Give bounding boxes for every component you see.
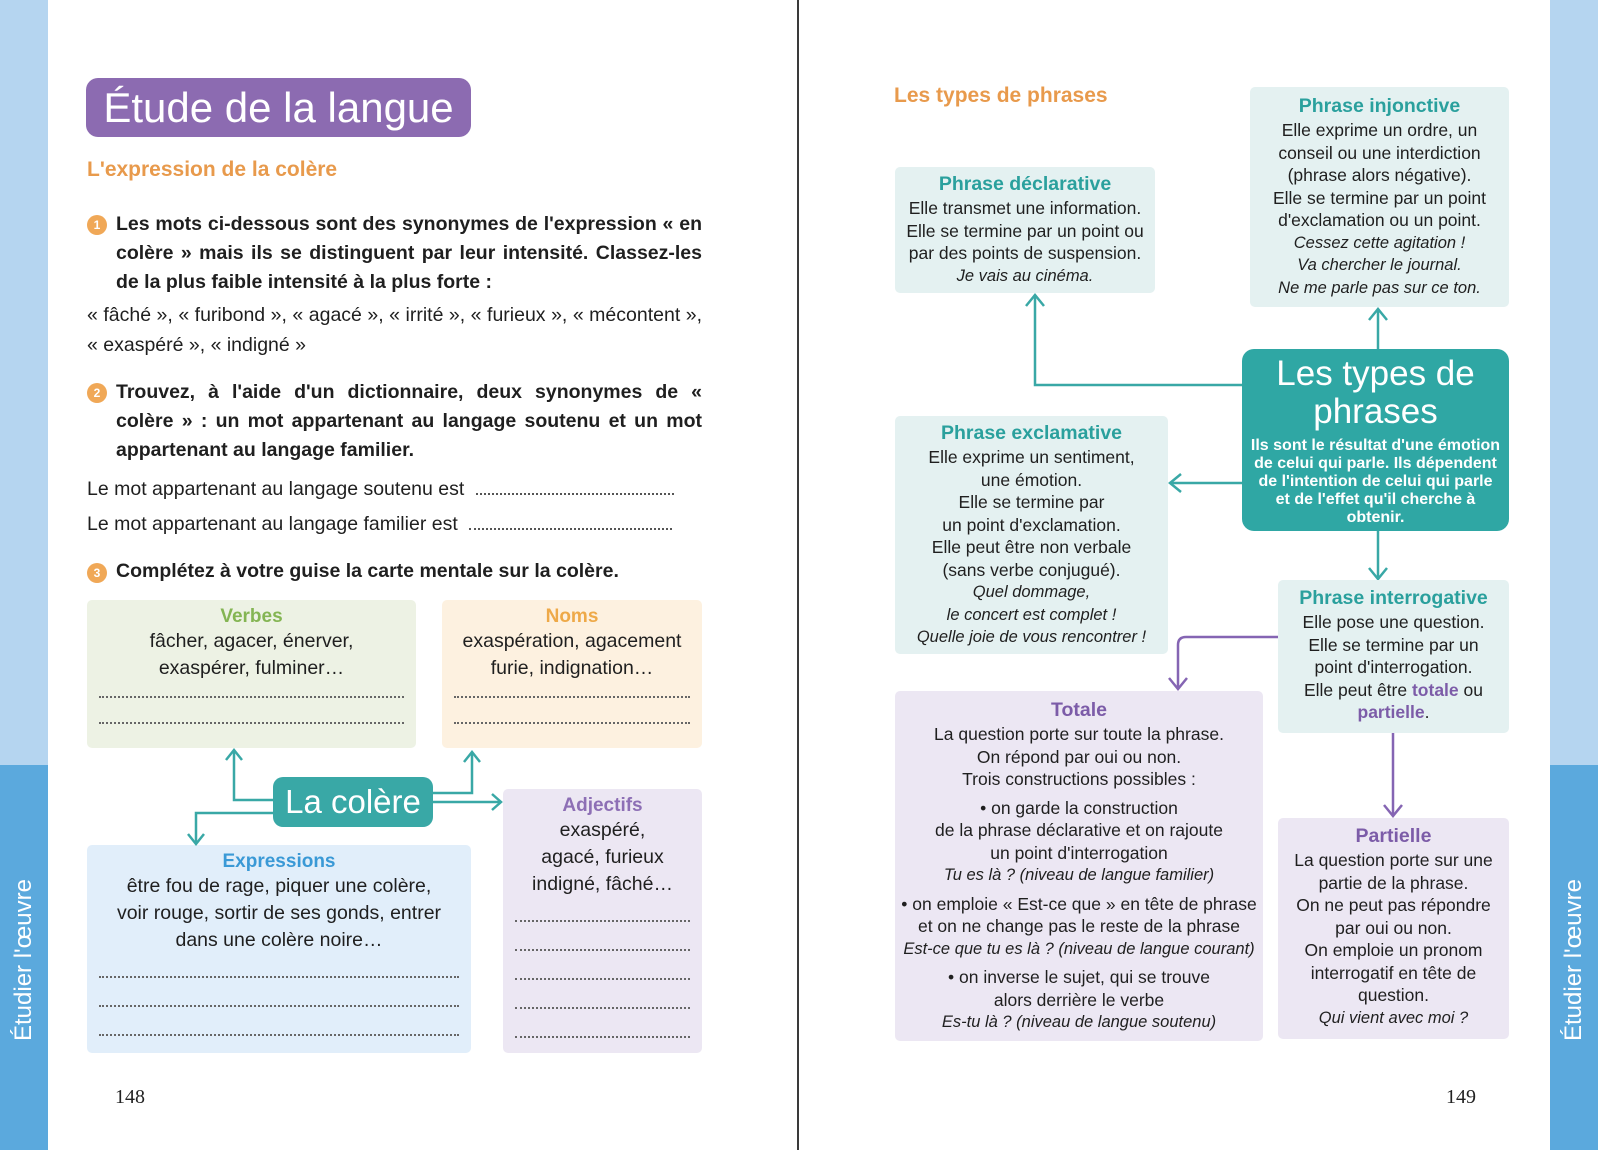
page-number-right: 149 [1446, 1086, 1476, 1108]
injonctive-example-1: Cessez cette agitation ! [1293, 233, 1466, 252]
exclamative-line-5: Elle peut être non verbale [931, 537, 1132, 557]
right-heading: Les types de phrases [894, 84, 1108, 107]
mindmap-noms-line-1: exaspération, agacement [462, 630, 682, 652]
central-text: Ils sont le résultat d'une émotion de celui qui parle. Ils dépendent de l'intention de celui qui parle et de l'effet qu'il cherche à obtenir. [1250, 437, 1501, 526]
partielle-line-1: La question porte sur une [1294, 850, 1493, 870]
interrogative-line-4 [1278, 679, 1509, 702]
partielle-line-5: On emploie un pronom [1304, 940, 1483, 960]
question-3-text: Complétez à votre guise la carte mentale sur la colère. [116, 560, 619, 582]
interrogative-line-5 [1278, 701, 1509, 724]
totale-line-1: La question porte sur toute la phrase. [934, 724, 1224, 744]
question-number-2: 2 [87, 383, 107, 403]
page-title: Étude de la langue [86, 78, 471, 137]
arrow-to-declarative [1035, 296, 1242, 385]
interrogative-period: . [1424, 702, 1430, 722]
mindmap-expressions-line-2: voir rouge, sortir de ses gonds, entrer [116, 902, 442, 924]
declarative-title: Phrase déclarative [938, 173, 1112, 195]
central-title: Les types de phrases [1276, 354, 1475, 431]
totale-bullet-2-line-2: et on ne change pas le reste de la phrase [917, 916, 1241, 936]
totale-bullet-2-line-1: • on emploie « Est-ce que » en tête de phrase [901, 893, 1257, 914]
mindmap-verbes-line-1: fâcher, agacer, énerver, [149, 630, 354, 652]
question-number-3: 3 [87, 563, 107, 583]
interrogative-line-1: Elle pose une question. [1302, 612, 1485, 632]
exclamative-line-6: (sans verbe conjugué). [942, 559, 1121, 580]
totale-bullet-3-example: Es-tu là ? (niveau de langue soutenu) [941, 1013, 1217, 1031]
declarative-line-2: Elle se termine par un point ou [906, 220, 1144, 241]
injonctive-box [1250, 87, 1509, 307]
partielle-line-6: interrogatif en tête de [1310, 962, 1477, 983]
partielle-line-3: On ne peut pas répondre [1296, 895, 1491, 915]
interrogative-title: Phrase interrogative [1299, 587, 1488, 609]
totale-bullet-3-line-2: alors derrière le verbe [993, 989, 1165, 1010]
declarative-line-1: Elle transmet une information. [908, 198, 1142, 218]
totale-bullet-1-line-3: un point d'interrogation [990, 842, 1168, 863]
arrow-to-totale [1178, 637, 1278, 688]
exclamative-line-4: un point d'exclamation. [942, 514, 1121, 535]
mindmap-verbes-title: Verbes [220, 606, 283, 627]
mindmap-adjectifs-title: Adjectifs [562, 795, 643, 816]
mindmap-adjectifs-line-1: exaspéré, [559, 819, 646, 841]
exclamative-example-2: le concert est complet ! [946, 605, 1117, 624]
question-number-1: 1 [87, 215, 107, 235]
partielle-line-2: partie de la phrase. [1318, 872, 1469, 893]
partielle-example: Qui vient avec moi ? [1318, 1008, 1469, 1027]
totale-line-2: On répond par oui ou non. [976, 746, 1182, 767]
mindmap-noms-line-2: furie, indignation… [490, 657, 654, 679]
injonctive-line-5: d'exclamation ou un point. [1278, 210, 1481, 230]
declarative-box [895, 167, 1155, 293]
interrogative-or-word: ou [1463, 679, 1484, 700]
right-edge-label: Étudier l'œuvre [1560, 879, 1587, 1041]
exclamative-example-3: Quelle joie de vous rencontrer ! [916, 628, 1147, 646]
interrogative-line-2: Elle se termine par un [1308, 634, 1479, 655]
exclamative-line-3: Elle se termine par [958, 492, 1105, 512]
injonctive-title: Phrase injonctive [1298, 95, 1461, 117]
partielle-box [1278, 818, 1509, 1039]
totale-bullet-3-line-1: • on inverse le sujet, qui se trouve [948, 967, 1210, 987]
declarative-line-3: par des points de suspension. [908, 243, 1142, 263]
injonctive-line-4: Elle se termine par un point [1272, 187, 1487, 208]
interrogative-box [1278, 580, 1509, 733]
totale-bullet-2-example: Est-ce que tu es là ? (niveau de langue courant) [903, 939, 1255, 958]
interrogative-partielle-word: partielle [1357, 702, 1425, 722]
exclamative-line-1: Elle exprime un sentiment, [928, 447, 1135, 467]
injonctive-line-1: Elle exprime un ordre, un [1281, 120, 1478, 140]
mindmap-noms-title: Noms [545, 606, 599, 627]
mindmap-adjectifs-line-3: indigné, fâché… [532, 873, 673, 895]
interrogative-totale-word: totale [1411, 679, 1459, 700]
interrogative-prefix: Elle peut être [1303, 679, 1408, 700]
mindmap-expressions-line-3: dans une colère noire… [175, 929, 383, 951]
central-box [1242, 349, 1509, 531]
injonctive-line-2: conseil ou une interdiction [1278, 142, 1481, 163]
totale-bullet-1-line-2: de la phrase déclarative et on rajoute [935, 820, 1223, 840]
left-edge-label: Étudier l'œuvre [10, 879, 37, 1041]
answer-label-familier: Le mot appartenant au langage familier est [87, 513, 458, 535]
interrogative-line-3: point d'interrogation. [1314, 657, 1473, 677]
page-number-left: 148 [115, 1086, 145, 1108]
declarative-example: Je vais au cinéma. [956, 266, 1094, 285]
section-title: L'expression de la colère [87, 158, 338, 181]
mindmap-expressions-title: Expressions [222, 851, 336, 872]
question-2-text: Trouvez, à l'aide d'un dictionnaire, deux synonymes de « colère » : un mot appartenant au langage soutenu et un mot appartenant au langage familier. [116, 381, 702, 461]
partielle-title: Partielle [1355, 825, 1432, 847]
exclamative-title: Phrase exclamative [940, 422, 1123, 444]
mindmap-adjectifs-line-2: agacé, furieux [541, 846, 664, 868]
injonctive-example-3: Ne me parle pas sur ce ton. [1278, 278, 1481, 297]
injonctive-line-3: (phrase alors négative). [1287, 165, 1472, 185]
exclamative-box [895, 416, 1168, 654]
mindmap-verbes-line-2: exaspérer, fulminer… [158, 657, 345, 679]
exclamative-example-1: Quel dommage, [972, 583, 1091, 601]
injonctive-example-2: Va chercher le journal. [1297, 256, 1462, 274]
totale-bullet-1-example: Tu es là ? (niveau de langue familier) [943, 866, 1215, 884]
mindmap-expressions-line-1: être fou de rage, piquer une colère, [126, 875, 432, 897]
answer-label-soutenu: Le mot appartenant au langage soutenu est [87, 478, 465, 500]
question-1-words: « fâché », « furibond », « agacé », « irrité », « furieux », « mécontent », « exaspéré », « indigné » [87, 304, 702, 356]
totale-title: Totale [1051, 699, 1107, 721]
question-1-text: Les mots ci-dessous sont des synonymes de l'expression « en colère » mais ils se distinguent par leur intensité. Classez-les de la plus faible intensité à la plus forte : [116, 213, 702, 293]
totale-box [895, 691, 1263, 1041]
totale-bullet-1-line-1: • on garde la construction [980, 797, 1178, 818]
mindmap-center: La colère [273, 777, 433, 827]
totale-line-3: Trois constructions possibles : [962, 769, 1196, 789]
partielle-line-7: question. [1357, 985, 1430, 1005]
partielle-line-4: par oui ou non. [1335, 917, 1452, 938]
exclamative-line-2: une émotion. [980, 469, 1083, 490]
